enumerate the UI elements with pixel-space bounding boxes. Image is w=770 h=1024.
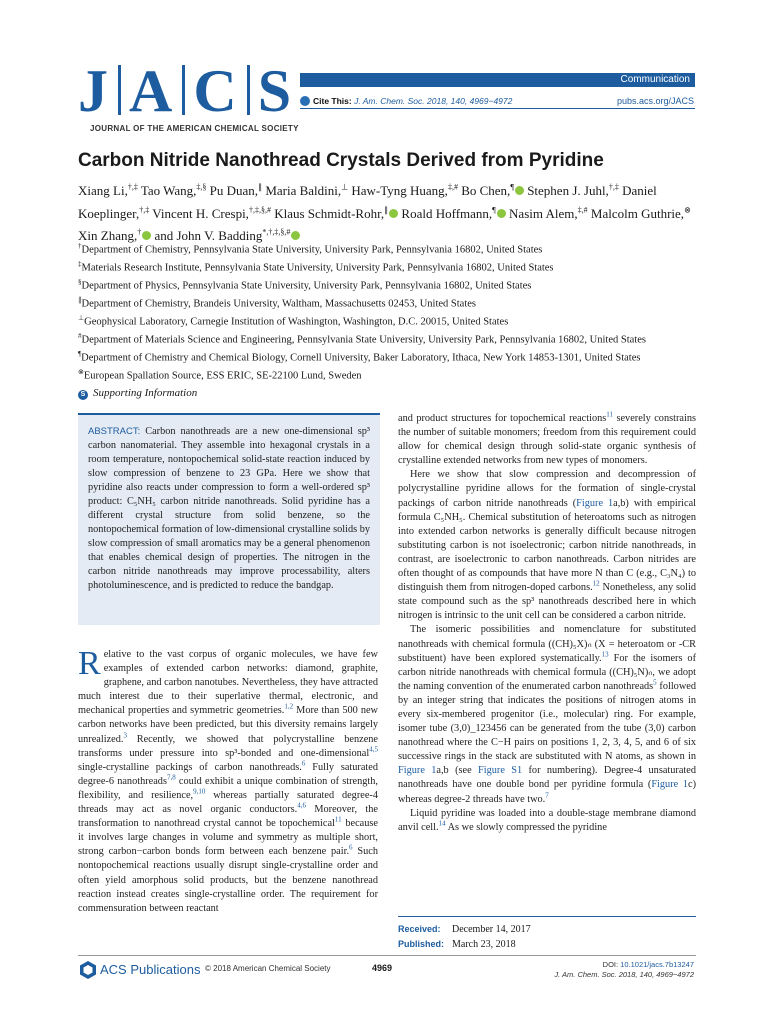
author[interactable] — [351, 183, 458, 198]
author-name[interactable]: Vincent H. Crespi, — [152, 205, 249, 221]
author-name[interactable]: Stephen J. Juhl, — [527, 183, 609, 199]
affiliation-mark: ⊗ — [78, 368, 84, 376]
affiliation — [78, 366, 718, 383]
orcid-icon[interactable] — [497, 209, 506, 218]
body-text: Nonetheless, any solid state compound such as the sp³ nanothreads described here in which nitrogen is intrinsic to the unit cell can be considered a carbon nitride. — [398, 582, 696, 622]
author-affiliation-marks: ‡,# — [577, 205, 588, 215]
body-text: a,b (see — [436, 765, 479, 777]
affiliation — [78, 240, 718, 257]
reference-link[interactable]: 6 — [349, 843, 353, 852]
body-text: Fully saturated degree-6 nanothreads — [78, 761, 379, 787]
orcid-icon[interactable] — [142, 231, 151, 240]
author-name[interactable]: Klaus Schmidt-Rohr, — [274, 205, 385, 221]
abstract-box — [78, 413, 380, 625]
author-name[interactable]: Xiang Li, — [78, 183, 128, 199]
affiliation-text: Department of Chemistry and Chemical Biology, Cornell University, Baker Laboratory, Ithaca, New York 14853-1301, United States — [81, 352, 641, 364]
logo-letter-a: A — [129, 58, 175, 124]
figure-link[interactable]: Figure 1 — [651, 779, 688, 791]
body-text: As we slowly compressed the pyridine — [445, 821, 607, 833]
body-text: Moreover, the transformation to nanothread crystal cannot be topochemical — [78, 804, 378, 830]
body-text: a,b) with empirical formula C₅NH₅. Chemical substitution of heteroatoms such as nitrogen into extended carbon networks is generally difficult because nitrogen substituting carbon is not isoelectronic; carbon nitride nanothreads, in contrast, are isoelectronic to carbon nanothreads. Carbon nitrides are often thought of as compounds that have more N than C (e.g., C₃N₄) to distinguish them from nitrogen-doped carbons. — [398, 497, 696, 594]
author-affiliation-marks: *,†,‡,§,# — [262, 227, 291, 237]
author-name[interactable]: Nasim Alem, — [509, 205, 578, 221]
orcid-icon[interactable] — [515, 186, 524, 195]
author-affiliation-marks: †,‡ — [127, 183, 138, 192]
doi-link[interactable]: 10.1021/jacs.7b13247 — [620, 960, 694, 969]
affiliation-mark: † — [78, 242, 82, 250]
author-name[interactable]: Bo Chen, — [461, 183, 511, 199]
author-name[interactable]: Haw-Tyng Huang, — [351, 183, 448, 199]
journal-url-link[interactable]: pubs.acs.org/JACS — [616, 96, 694, 106]
body-text: severely constrains the number of suitable monomers; freedom from this requirement could allow for chemical design through solid-state organic synthesis of crystalline extended networks from new types of monomers. — [398, 413, 696, 467]
body-text: because it involves large changes in volume and symmetry as multiple short, strong carbon−carbon bonds form between each benzene pair. — [78, 818, 378, 858]
reference-link[interactable]: 5 — [653, 678, 657, 687]
author-name[interactable]: Maria Baldini, — [265, 183, 342, 199]
author[interactable] — [265, 183, 348, 198]
affiliation-mark: ¶ — [78, 350, 82, 358]
received-date: December 14, 2017 — [452, 924, 531, 935]
acs-hexagon-icon — [78, 960, 98, 980]
body-text: single-crystalline packings of carbon nanothreads. — [78, 761, 302, 773]
body-column-right — [398, 412, 696, 835]
doi-label: DOI: — [602, 960, 619, 969]
logo-letter-c: C — [193, 58, 239, 124]
reference-link[interactable]: 1,2 — [284, 702, 294, 711]
affiliation — [78, 330, 718, 347]
affiliation — [78, 348, 718, 365]
affiliation-mark: § — [78, 278, 82, 286]
reference-link[interactable]: 7,8 — [166, 773, 176, 782]
orcid-icon[interactable] — [291, 231, 300, 240]
author[interactable] — [141, 183, 207, 198]
author-affiliation-marks: †,‡,§,# — [248, 205, 271, 215]
cite-details[interactable]: 2018, 140, 4969−4972 — [427, 96, 513, 106]
author[interactable] — [274, 206, 398, 221]
author-affiliation-marks: †,‡ — [608, 183, 619, 192]
copyright: © 2018 American Chemical Society — [205, 964, 331, 973]
author-affiliation-marks: ∥ — [384, 205, 389, 215]
author-affiliation-marks: ¶ — [492, 205, 496, 215]
body-text: for numbering). Degree-4 unsaturated nanothreads have one double bond per pyridine formula ( — [398, 765, 696, 791]
received-info — [398, 922, 531, 952]
reference-link[interactable]: 4,5 — [369, 745, 378, 754]
author-affiliation-marks: ‡,§ — [196, 183, 207, 192]
supporting-info-link[interactable] — [78, 387, 197, 400]
body-text: followed by an integer string that indicates the positions of nitrogen atoms in every six-membered progenitor (i.e., molecular) ring. For example, isomer tube (3,0)_123456 can be generated from the tube (3,0) carbon nanothread where the C−H pairs on positions 1, 2, 3, 4, 5, and 6 of six successive rings in the stack are substituted with N atoms, as shown in — [398, 680, 696, 763]
doi-block — [554, 960, 694, 980]
affiliation-mark: # — [78, 332, 82, 340]
author-name[interactable]: Daniel Koeplinger, — [78, 183, 657, 221]
body-text: c) whereas degree-2 threads have two. — [398, 779, 696, 805]
affiliation-mark: ⊥ — [78, 314, 85, 322]
author[interactable] — [152, 206, 271, 221]
reference-link[interactable]: 9,10 — [193, 787, 206, 796]
figure-link[interactable]: Figure 1 — [398, 765, 437, 777]
figure-link[interactable]: Figure S1 — [478, 765, 523, 777]
reference-link[interactable]: 12 — [592, 579, 600, 588]
affiliation-mark: ‡ — [78, 260, 82, 268]
supporting-info-label[interactable]: Supporting Information — [93, 387, 198, 399]
author[interactable] — [461, 183, 524, 198]
cite-this[interactable] — [313, 96, 512, 106]
cite-journal[interactable]: J. Am. Chem. Soc. — [354, 96, 425, 106]
author-affiliation-marks: ¶ — [510, 183, 514, 192]
logo-letter-j: J — [78, 58, 110, 124]
affiliation-text: Materials Research Institute, Pennsylvania State University, University Park, Pennsylvania 16802, United States — [81, 262, 554, 274]
affiliation-text: Department of Physics, Pennsylvania State University, University Park, Pennsylvania 16802, United States — [81, 280, 532, 292]
body-text: Recently, we showed that polycrystalline benzene transforms under pressure into sp³-bonded and one-dimensional — [78, 733, 378, 759]
author-affiliation-marks: †,‡ — [139, 205, 150, 215]
article-type: Communication — [620, 74, 690, 85]
affiliation — [78, 258, 718, 275]
body-text: and product structures for topochemical reactions — [398, 413, 607, 424]
footer-divider — [78, 955, 696, 956]
author-affiliation-marks: ‡,# — [447, 183, 458, 192]
jacs-logo — [78, 60, 298, 128]
author-name[interactable]: Roald Hoffmann, — [401, 205, 493, 221]
body-column-left — [78, 645, 379, 916]
footer-citation: J. Am. Chem. Soc. 2018, 140, 4969−4972 — [554, 970, 694, 979]
body-text: Such nontopochemical reactions usually disrupt single-crystalline order and often yield amorphous solid products, but the benzene nanothread reaction instead creates single-crystalline order. The requirement for commensuration between reactant — [78, 846, 378, 914]
affiliation-text: Department of Materials Science and Engineering, Pennsylvania State University, University Park, Pennsylvania 16802, United States — [81, 334, 646, 346]
affiliation — [78, 276, 718, 293]
author-name[interactable]: and John V. Badding — [154, 227, 263, 243]
publisher-name: ACS Publications — [100, 962, 201, 977]
body-text: whereas partially saturated degree-4 threads may act as novel organic conductors. — [78, 789, 378, 816]
body-text: The isomeric possibilities and nomenclature for substituted nanothreads with chemical formula ((CH)₅X)ₙ (X = heteroatom or -CR substituent) have been explored systematically. — [398, 624, 696, 664]
author-list — [78, 178, 698, 245]
author-name[interactable]: Xin Zhang, — [78, 227, 138, 243]
orcid-icon[interactable] — [389, 209, 398, 218]
author[interactable] — [401, 206, 505, 221]
author[interactable] — [591, 206, 691, 221]
affiliation-text: Department of Chemistry, Pennsylvania State University, University Park, Pennsylvania 16802, United States — [81, 244, 543, 256]
body-text: elative to the vast corpus of organic molecules, we have few examples of extended carbon networks: diamond, graphite, graphene, and carbon nanotubes. Nevertheless, they have attracted much interest due to their superlative thermal, electronic, and mechanical properties and symmetric geometries. — [78, 649, 378, 717]
body-text: Liquid pyridine was loaded into a double-stage membrane diamond anvil cell. — [398, 807, 696, 833]
header-divider — [300, 108, 695, 109]
reference-link[interactable]: 13 — [601, 650, 609, 659]
author-affiliation-marks: ∥ — [258, 183, 263, 192]
author-affiliation-marks: ⊥ — [341, 183, 349, 192]
author-name[interactable]: Malcolm Guthrie, — [590, 205, 685, 221]
reference-link[interactable]: 3 — [123, 731, 127, 740]
reference-link[interactable]: 11 — [606, 410, 614, 419]
author[interactable] — [210, 183, 262, 198]
journal-name: JOURNAL OF THE AMERICAN CHEMICAL SOCIETY — [90, 124, 299, 133]
drop-cap: R — [78, 645, 101, 682]
received-label: Received: — [398, 924, 441, 934]
author-name[interactable]: Pu Duan, — [209, 183, 259, 199]
reference-link[interactable]: 7 — [545, 791, 549, 800]
article-title: Carbon Nitride Nanothread Crystals Derived from Pyridine — [78, 150, 604, 171]
reference-link[interactable]: 14 — [438, 819, 446, 828]
body-text: could exhibit a unique combination of strength, flexibility, and resilience, — [78, 775, 378, 801]
supporting-info-icon: S — [78, 390, 88, 400]
affiliation — [78, 312, 718, 329]
abstract-heading: ABSTRACT: — [88, 426, 141, 437]
affiliation-text: Department of Chemistry, Brandeis University, Waltham, Massachusetts 02453, United States — [81, 298, 476, 310]
acs-publications-logo[interactable] — [78, 960, 201, 982]
cite-icon[interactable] — [300, 96, 310, 106]
abstract-text — [88, 425, 370, 593]
logo-letter-s: S — [257, 58, 294, 124]
reference-link[interactable]: 6 — [301, 759, 306, 768]
published-date: March 23, 2018 — [452, 939, 516, 950]
affiliation-mark: ∥ — [78, 296, 82, 304]
author[interactable] — [78, 183, 138, 198]
abstract-body: Carbon nanothreads are a new one-dimensional sp³ carbon nanomaterial. They assemble into hexagonal crystals in a room temperature, nontopochemical solid-state reaction induced by slow compression of benzene to 23 GPa. Here we show that pyridine also reacts under compression to form a well-ordered sp³ product: C₅NH₅ carbon nitride nanothreads. Solid pyridine has a different crystal structure from solid benzene, so the nontopochemical formation of low-dimensional crystalline solids by slow compression of small aromatics may be a general phenomenon that enables chemical design of properties. The nitrogen in the carbon nitride nanothreads may improve processability, alters photoluminescence, and is predicted to reduce the bandgap. — [88, 426, 370, 591]
cite-label: Cite This: — [313, 96, 352, 106]
author-affiliation-marks: † — [137, 227, 142, 237]
published-label: Published: — [398, 939, 445, 949]
author[interactable] — [509, 206, 588, 221]
affiliation — [78, 294, 718, 311]
reference-link[interactable]: 4,6 — [297, 801, 307, 810]
affiliation-text: European Spallation Source, ESS ERIC, SE-22100 Lund, Sweden — [83, 370, 362, 382]
body-text: Here we show that slow compression and decompression of polycrystalline pyridine allows for the formation of single-crystal packings of carbon nitride nanothreads ( — [398, 469, 696, 509]
author[interactable] — [527, 183, 619, 198]
author-name[interactable]: Tao Wang, — [140, 183, 197, 199]
body-text: For the isomers of carbon nitride nanothreads with chemical formula ((CH)₅N)ₙ, we adopt the naming convention of the enumerated carbon nanothreads — [398, 652, 697, 692]
body-text: More than 500 new carbon networks have been predicted, but this diversity remains largely unrealized. — [78, 705, 378, 745]
received-divider — [398, 916, 696, 917]
affiliation-text: Geophysical Laboratory, Carnegie Institution of Washington, Washington, D.C. 20015, United States — [84, 316, 509, 328]
reference-link[interactable]: 11 — [334, 815, 342, 824]
figure-link[interactable]: Figure 1 — [576, 497, 614, 509]
author-affiliation-marks: ⊗ — [684, 205, 691, 215]
page-number: 4969 — [372, 963, 393, 973]
